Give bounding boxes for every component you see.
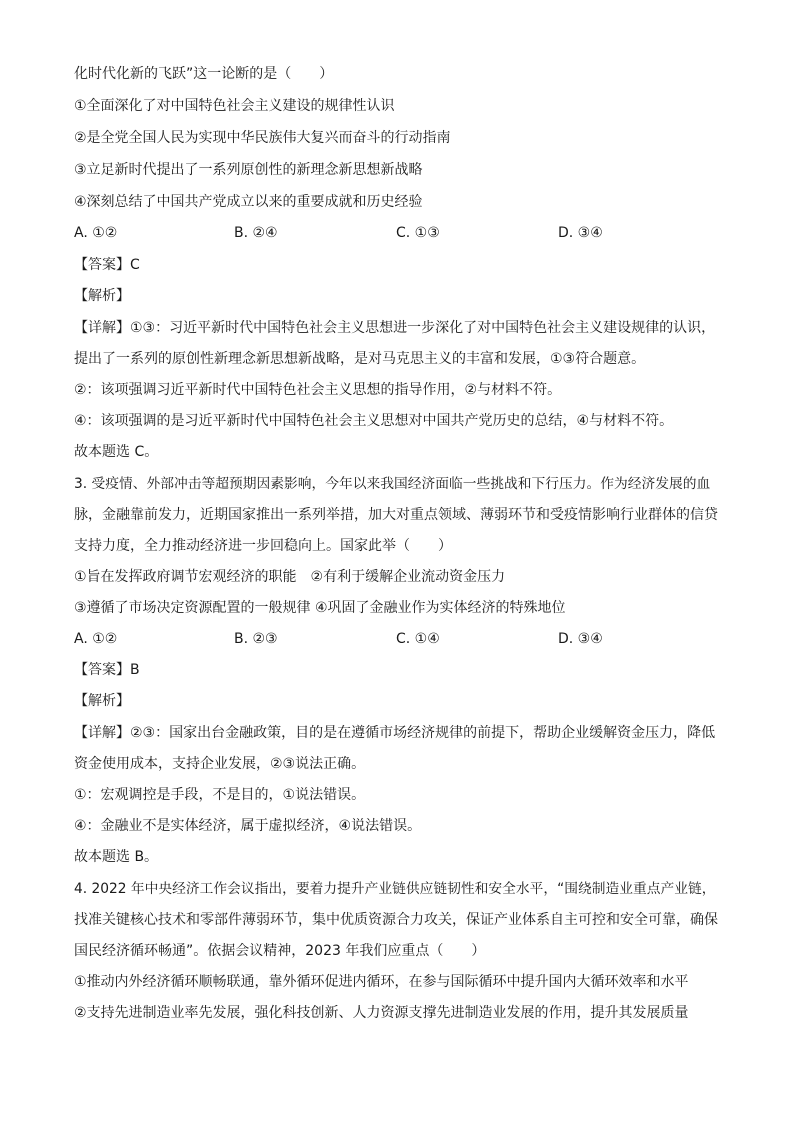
q2-conclusion: 故本题选 C。 xyxy=(74,444,159,460)
q3-option-d: D. ③④ xyxy=(558,631,603,647)
q3-detail-4: ④：金融业不是实体经济，属于虚拟经济，④说法错误。 xyxy=(74,818,422,834)
q2-option-b: B. ②④ xyxy=(234,225,278,241)
q3-analysis-tag: 【解析】 xyxy=(74,693,130,709)
q3-answer: 【答案】B xyxy=(74,662,140,678)
q2-statement-4: ④深刻总结了中国共产党成立以来的重要成就和历史经验 xyxy=(74,194,423,210)
q3-option-b: B. ②③ xyxy=(234,631,278,647)
q2-detail-4: ④：该项强调的是习近平新时代中国特色社会主义思想对中国共产党历史的总结，④与材料不符。 xyxy=(74,413,674,429)
q2-statement-2: ②是全党全国人民为实现中华民族伟大复兴而奋斗的行动指南 xyxy=(74,130,451,146)
q3-statement-2: ③遵循了市场决定资源配置的一般规律 ④巩固了金融业作为实体经济的特殊地位 xyxy=(74,600,566,616)
q2-answer: 【答案】C xyxy=(74,257,140,273)
q2-statement-3: ③立足新时代提出了一系列原创性的新理念新思想新战略 xyxy=(74,162,423,178)
q3-detail-2: 资金使用成本，支持企业发展，②③说法正确。 xyxy=(74,756,366,772)
q4-statement-2: ②支持先进制造业率先发展，强化科技创新、人力资源支撑先进制造业发展的作用，提升其发展质量 xyxy=(74,1005,689,1021)
q2-option-c: C. ①③ xyxy=(396,225,440,241)
q4-statement-1: ①推动内外经济循环顺畅联通，靠外循环促进内循环，在参与国际循环中提升国内大循环效率和水平 xyxy=(74,974,689,990)
q3-option-a: A. ①② xyxy=(74,631,118,647)
q3-detail-1: 【详解】②③：国家出台金融政策，目的是在遵循市场经济规律的前提下，帮助企业缓解资金压力，降低 xyxy=(74,725,716,741)
q4-stem-2: 找准关键核心技术和零部件薄弱环节，集中优质资源合力攻关，保证产业体系自主可控和安全可靠，确保 xyxy=(74,912,718,928)
q2-detail-1: 【详解】①③：习近平新时代中国特色社会主义思想进一步深化了对中国特色社会主义建设规律的认识， xyxy=(74,320,716,336)
q3-detail-3: ①：宏观调控是手段，不是目的，①说法错误。 xyxy=(74,787,366,803)
q3-stem-1: 3. 受疫情、外部冲击等超预期因素影响，今年以来我国经济面临一些挑战和下行压力。作为经济发展的血 xyxy=(74,476,711,492)
q2-detail-2: 提出了一系列的原创性新理念新思想新战略，是对马克思主义的丰富和发展，①③符合题意。 xyxy=(74,351,646,367)
q2-option-a: A. ①② xyxy=(74,225,118,241)
q2-statement-1: ①全面深化了对中国特色社会主义建设的规律性认识 xyxy=(74,98,395,114)
q4-stem-3: 国民经济循环畅通”。依据会议精神，2023 年我们应重点（ ） xyxy=(74,943,486,959)
q3-statement-1: ①旨在发挥政府调节宏观经济的职能 ②有利于缓解企业流动资金压力 xyxy=(74,569,506,585)
q4-stem-1: 4. 2022 年中央经济工作会议指出，要着力提升产业链供应链韧性和安全水平，“围绕制造业重点产业链， xyxy=(74,881,716,897)
q2-detail-3: ②：该项强调习近平新时代中国特色社会主义思想的指导作用，②与材料不符。 xyxy=(74,382,562,398)
q2-analysis-tag: 【解析】 xyxy=(74,288,130,304)
q3-option-c: C. ①④ xyxy=(396,631,440,647)
q2-option-d: D. ③④ xyxy=(558,225,603,241)
q2-stem-tail: 化时代化新的飞跃”这一论断的是（ ） xyxy=(74,66,334,82)
q3-stem-2: 脉，金融靠前发力，近期国家推出一系列举措，加大对重点领域、薄弱环节和受疫情影响行业群体的信贷 xyxy=(74,507,718,523)
q3-stem-3: 支持力度，全力推动经济进一步回稳向上。国家此举（ ） xyxy=(74,538,452,554)
q3-conclusion: 故本题选 B。 xyxy=(74,849,159,865)
